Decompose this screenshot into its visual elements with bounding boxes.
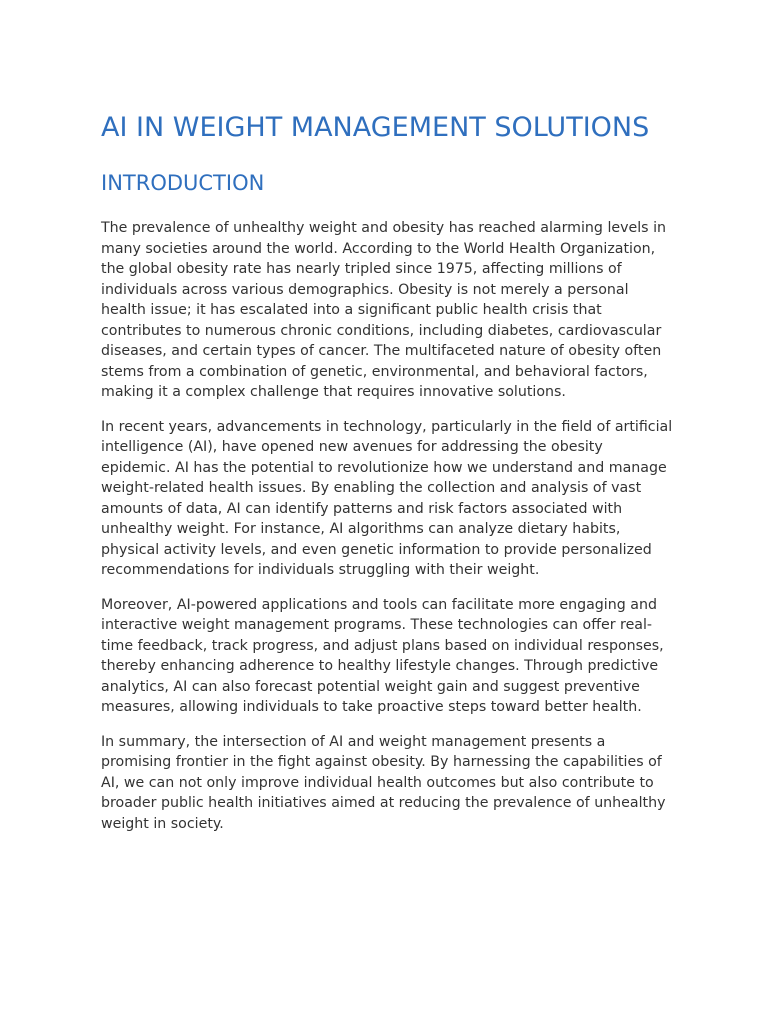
section-heading-introduction: INTRODUCTION: [101, 171, 265, 195]
paragraph-4: In summary, the intersection of AI and weight management presents a promising frontier in the fight against obesity. By harnessing the capabilities of AI, we can not only improve individual health outcomes but also contribute to broader public health initiatives aimed at reducing the prevalence of unhealthy weight in society.: [101, 733, 666, 832]
document-content: [101, 108, 673, 834]
paragraph-1: The prevalence of unhealthy weight and obesity has reached alarming levels in many societies around the world. According to the World Health Organization, the global obesity rate has nearly tripled since 1975, affecting millions of individuals across various demographics. Obesity is not merely a personal health issue; it has escalated into a significant public health crisis that contributes to numerous chronic conditions, including diabetes, cardiovascular diseases, and certain types of cancer. The multifaceted nature of obesity often stems from a combination of genetic, environmental, and behavioral factors, making it a complex challenge that requires innovative solutions.: [101, 220, 667, 400]
paragraph-2: In recent years, advancements in technology, particularly in the field of artificial intelligence (AI), have opened new avenues for addressing the obesity epidemic. AI has the potential to revolutionize how we understand and manage weight-related health issues. By enabling the collection and analysis of vast amounts of data, AI can identify patterns and risk factors associated with unhealthy weight. For instance, AI algorithms can analyze dietary habits, physical activity levels, and even genetic information to provide personalized recommendations for individuals struggling with their weight.: [101, 418, 673, 578]
document-title: AI IN WEIGHT MANAGEMENT SOLUTIONS: [101, 112, 650, 143]
paragraph-3: Moreover, AI-powered applications and tools can facilitate more engaging and interactive weight management programs. These technologies can offer real-time feedback, track progress, and adjust plans based on individual responses, thereby enhancing adherence to healthy lifestyle changes. Through predictive analytics, AI can also forecast potential weight gain and suggest preventive measures, allowing individuals to take proactive steps toward better health.: [101, 596, 664, 715]
